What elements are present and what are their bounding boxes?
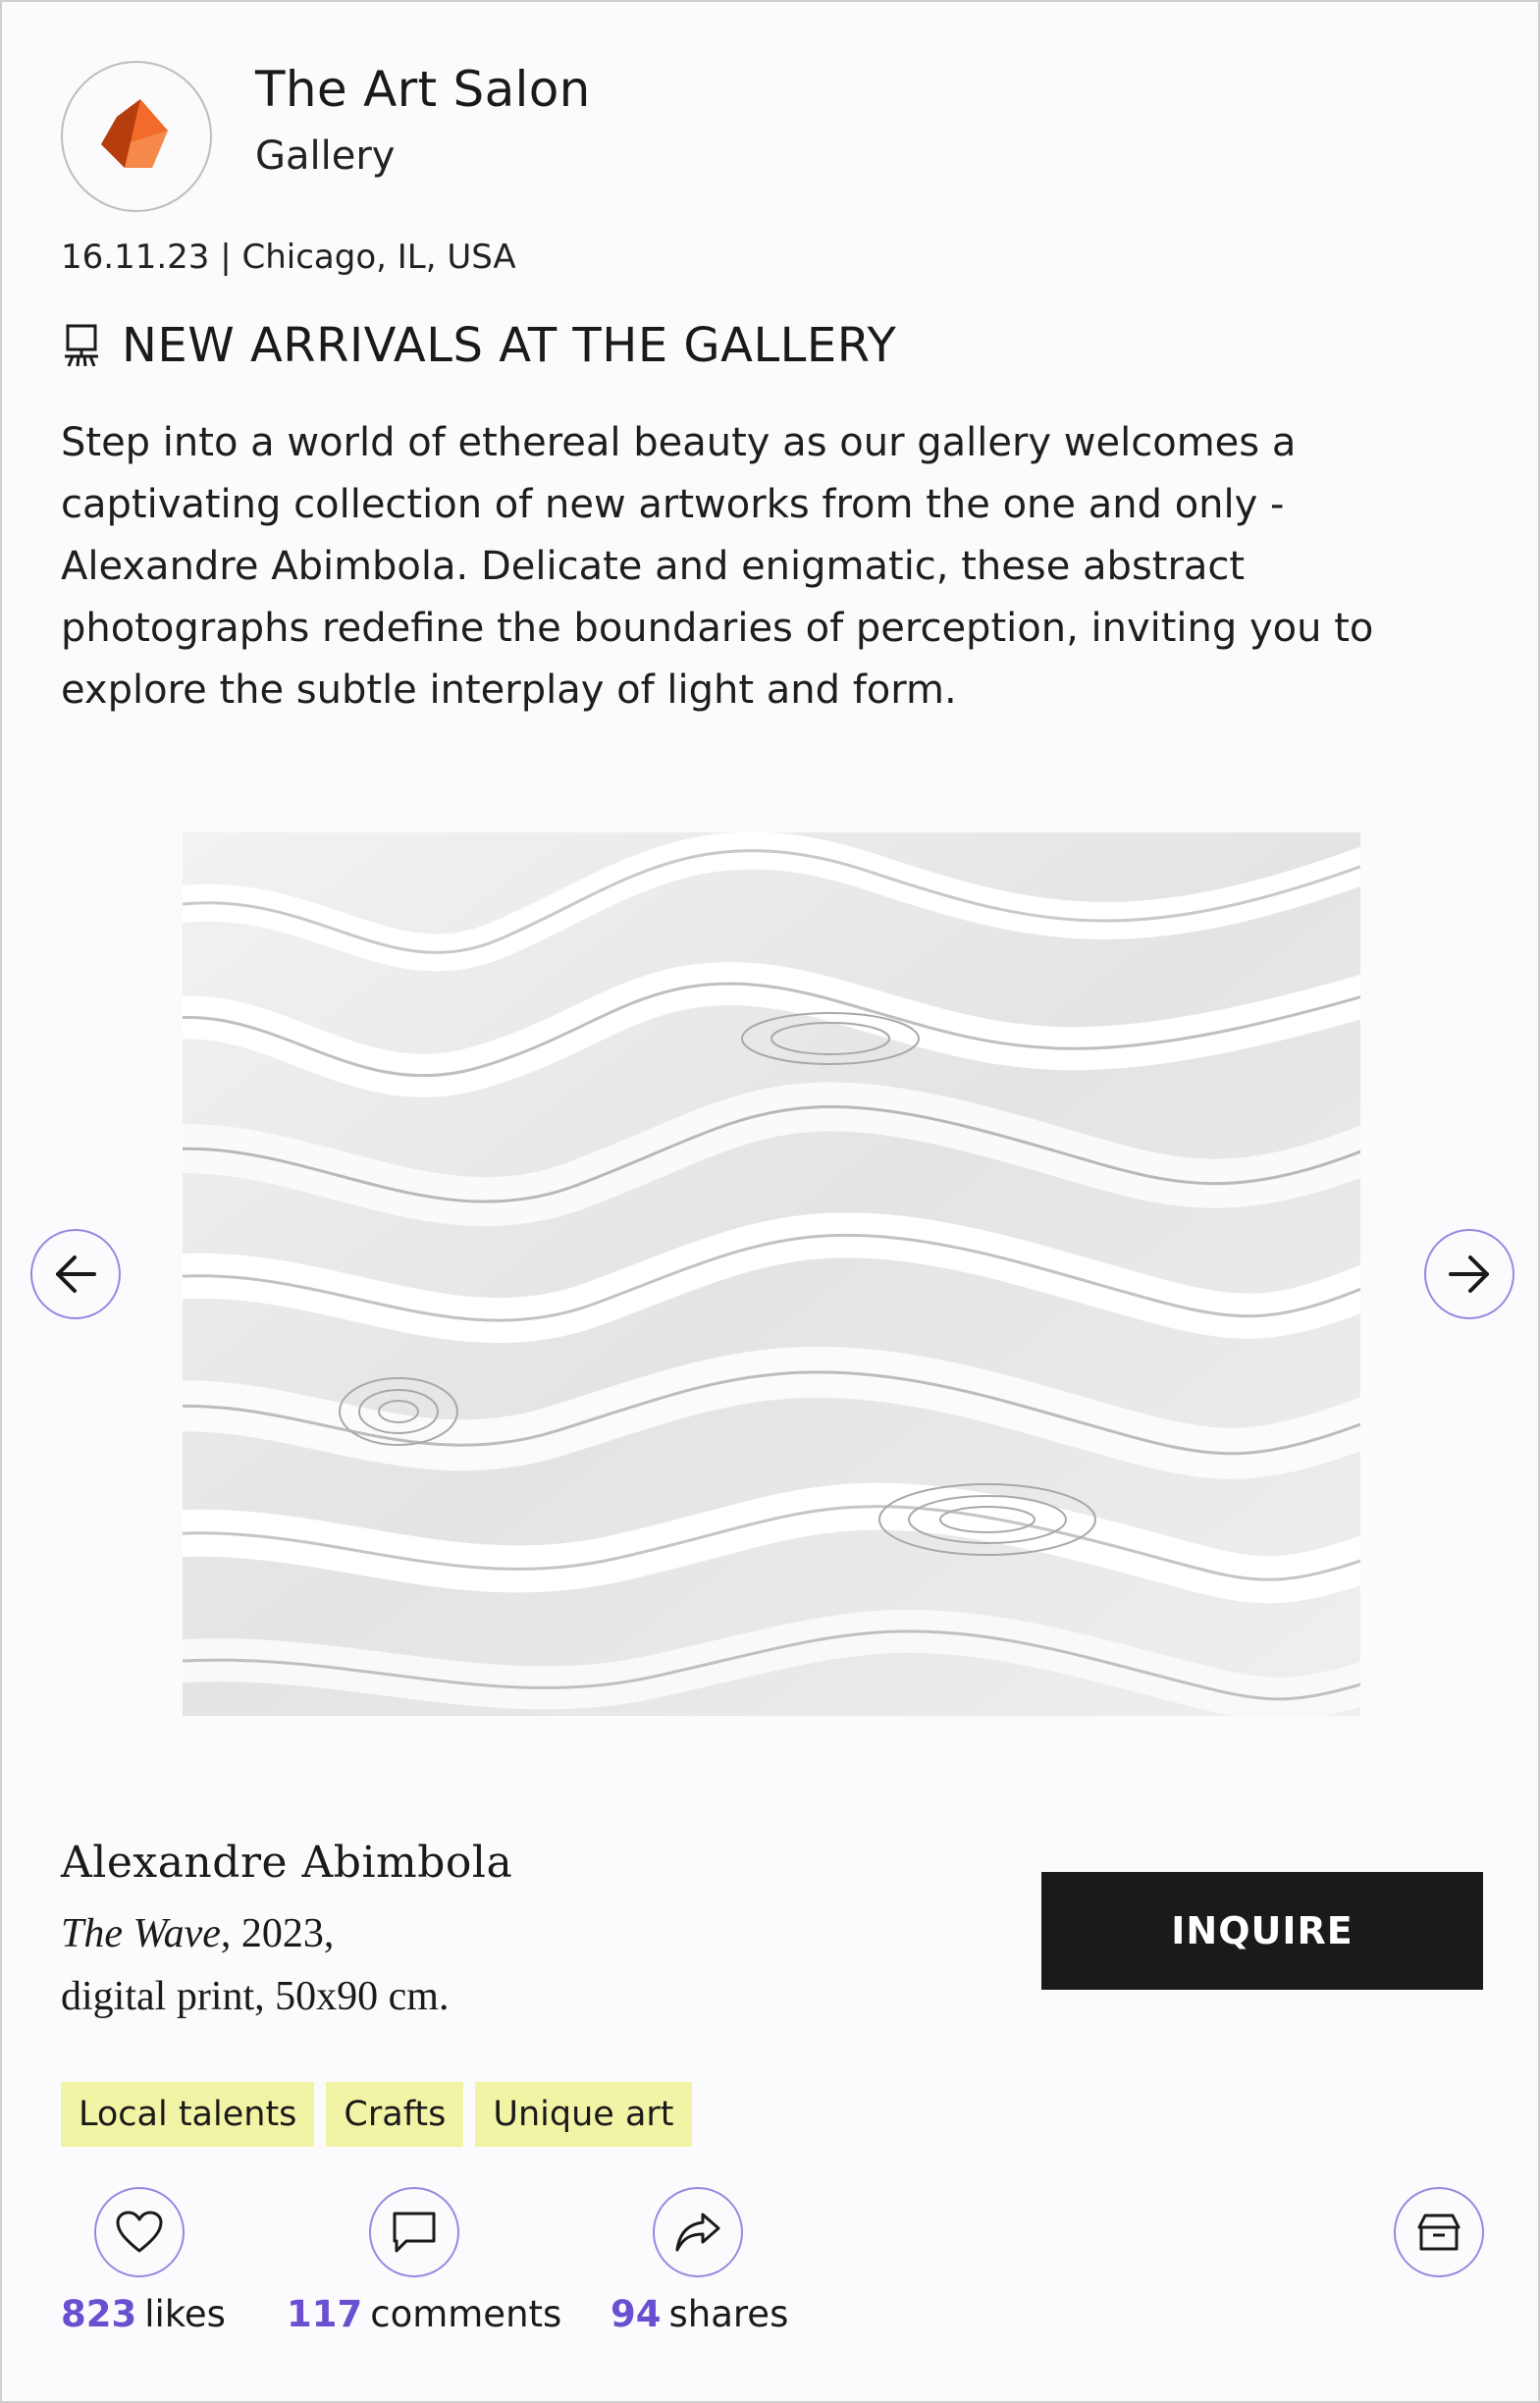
post-location: Chicago, IL, USA — [241, 238, 516, 277]
inquire-button[interactable]: INQUIRE — [1041, 1872, 1483, 1990]
like-button[interactable] — [94, 2187, 185, 2277]
artist-name: Alexandre Abimbola — [61, 1838, 513, 1888]
comments-count: 117 — [287, 2293, 363, 2335]
artwork-title: The Wave — [61, 1911, 221, 1956]
likes-label: likes — [144, 2293, 226, 2335]
archive-button[interactable] — [1394, 2187, 1484, 2277]
tag-crafts[interactable]: Crafts — [326, 2082, 463, 2147]
carousel-prev-button[interactable] — [30, 1229, 121, 1319]
post-meta — [61, 238, 516, 277]
shares-label: shares — [668, 2293, 789, 2335]
arrow-right-icon — [1447, 1255, 1492, 1294]
tag-list — [61, 2082, 692, 2147]
shares-count: 94 — [611, 2293, 662, 2335]
easel-icon — [61, 323, 102, 368]
orange-origami-shape-icon — [95, 95, 178, 178]
gallery-type: Gallery — [255, 134, 396, 179]
artwork-image[interactable] — [183, 832, 1360, 1716]
share-button[interactable] — [653, 2187, 743, 2277]
post-body: Step into a world of ethereal beauty as our gallery welcomes a captivating collection of new artworks from the one and only - Alexandre Abimbola. Delicate and enigmatic, these abstract photographs redefine the boundaries of perception, inviting you to explore the subtle interplay of light and form. — [61, 420, 1374, 713]
likes-count: 823 — [61, 2293, 137, 2335]
heart-icon — [115, 2210, 164, 2255]
post-heading-row — [61, 318, 896, 373]
gallery-avatar[interactable] — [61, 61, 212, 212]
share-icon — [673, 2211, 722, 2254]
meta-separator: | — [209, 238, 242, 277]
tag-unique-art[interactable]: Unique art — [475, 2082, 691, 2147]
comments-stat — [287, 2293, 561, 2335]
archive-box-icon — [1415, 2212, 1462, 2253]
likes-stat — [61, 2293, 226, 2335]
abstract-paper-waves-image — [183, 832, 1360, 1716]
comment-icon — [391, 2210, 438, 2255]
carousel-next-button[interactable] — [1424, 1229, 1514, 1319]
artwork-medium: digital print, 50x90 cm. — [61, 1974, 450, 2019]
post-date: 16.11.23 — [61, 238, 210, 277]
comment-button[interactable] — [369, 2187, 459, 2277]
artwork-year: , 2023, — [220, 1911, 335, 1956]
post-heading: NEW ARRIVALS AT THE GALLERY — [122, 318, 897, 373]
arrow-left-icon — [53, 1255, 98, 1294]
comments-label: comments — [370, 2293, 562, 2335]
artwork-details — [61, 1902, 449, 2028]
tag-local-talents[interactable]: Local talents — [61, 2082, 314, 2147]
shares-stat — [611, 2293, 788, 2335]
gallery-name[interactable]: The Art Salon — [255, 61, 591, 118]
